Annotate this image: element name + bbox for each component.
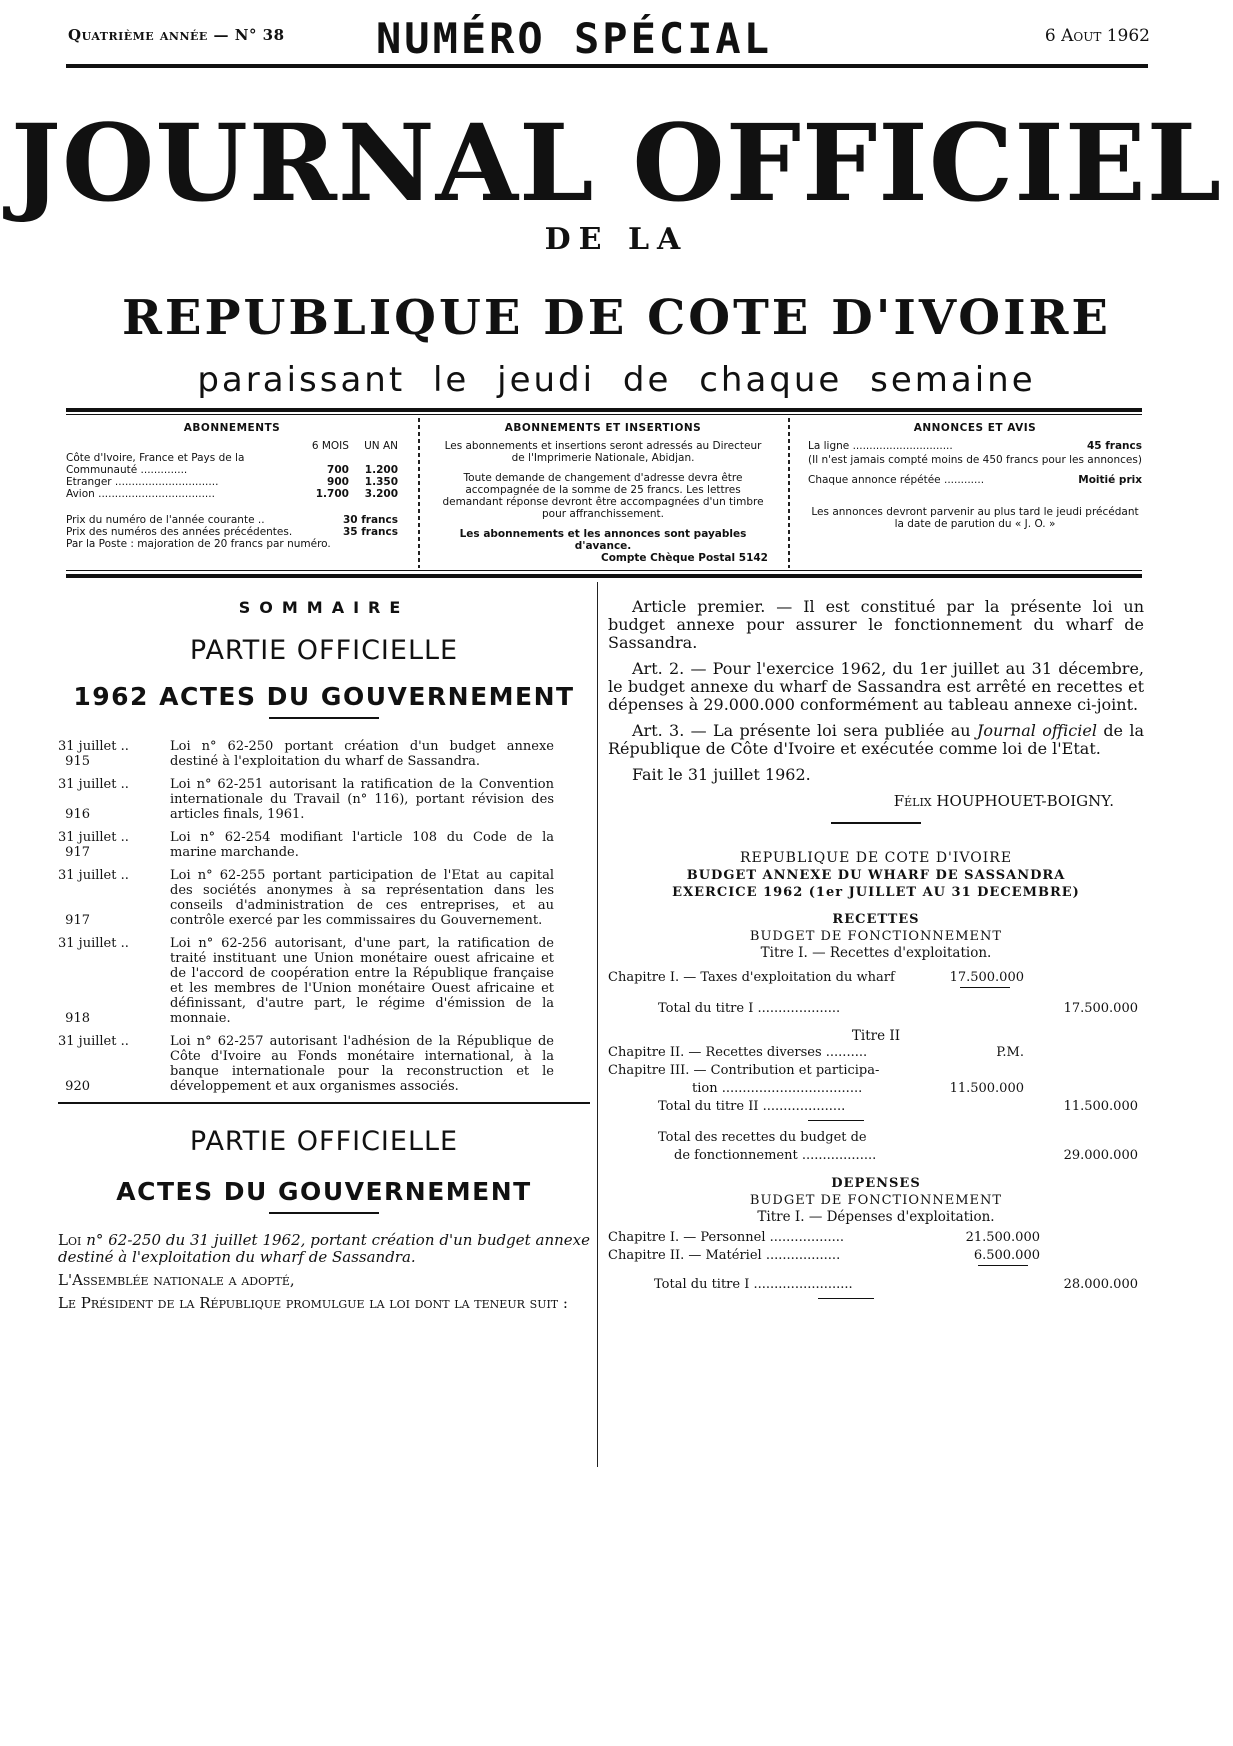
budget-line-label: Chapitre III. — Contribution et participa- — [608, 1063, 880, 1078]
subscription-box — [66, 418, 1142, 568]
budget-title: BUDGET ANNEXE DU WHARF DE SASSANDRA — [686, 868, 1066, 883]
table-row — [66, 538, 398, 550]
sommaire-partie-officielle: PARTIE OFFICIELLE — [189, 635, 459, 666]
budget-header — [608, 850, 1144, 901]
budget-total-label: Total des recettes du budget de — [658, 1130, 867, 1145]
abonnements-heading: ABONNEMENTS — [183, 422, 281, 434]
fait-le: Fait le 31 juillet 1962. — [632, 765, 811, 784]
annonces-heading: ANNONCES ET AVIS — [913, 422, 1037, 434]
budget-total-value: 11.500.000 — [1063, 1099, 1138, 1114]
insertions-heading: ABONNEMENTS ET INSERTIONS — [504, 422, 702, 434]
rate-6mois: 900 — [327, 476, 349, 488]
loi-heading — [58, 1232, 590, 1266]
rate-label: Avion ................................... — [66, 488, 215, 500]
list-item[interactable] — [58, 739, 590, 769]
subscription-bottom-rule-thin — [66, 570, 1142, 571]
rate-1an: 1.200 — [364, 464, 398, 476]
abonnements-table — [66, 440, 398, 500]
rate-label: Etranger ............................... — [66, 476, 219, 488]
toc-page: 920 — [65, 1079, 90, 1094]
masthead-title: JOURNAL OFFICIEL — [10, 100, 1223, 225]
budget-republic: REPUBLIQUE DE COTE D'IVOIRE — [739, 850, 1013, 866]
rate-label: Côte d'Ivoire, France et Pays de la Communauté .............. — [66, 452, 245, 476]
price-label: Prix des numéros des années précédentes. — [66, 526, 293, 538]
issue-date: 6 Aout 1962 — [1044, 26, 1150, 46]
loi-lead: Loi — [58, 1231, 82, 1249]
divider — [808, 1120, 864, 1121]
table-row — [608, 1044, 1144, 1062]
toc-page: 916 — [65, 807, 90, 822]
divider — [978, 1265, 1028, 1266]
top-strip — [68, 14, 1150, 66]
annonce-line-price: 45 francs — [1086, 440, 1142, 452]
masthead-tagline: paraissant le jeudi de chaque semaine — [197, 360, 1036, 400]
price-label: Par la Poste : majoration de 20 francs par numéro. — [66, 538, 331, 550]
subscription-bottom-rule — [66, 574, 1142, 578]
budget-total-label: Total du titre II .................... — [658, 1099, 846, 1114]
divider — [269, 717, 379, 719]
budget-line-value: 11.500.000 — [949, 1081, 1024, 1096]
budget-exercise: EXERCICE 1962 (1er JUILLET AU 31 DECEMBRE) — [672, 885, 1080, 900]
budget-line-value: 21.500.000 — [965, 1230, 1040, 1245]
price-label: Prix du numéro de l'année courante .. — [66, 514, 265, 526]
price-value: 35 francs — [342, 526, 398, 538]
list-item[interactable] — [58, 936, 590, 1026]
divider — [960, 987, 1010, 988]
abonnements-column — [66, 422, 398, 550]
rate-6mois: 1.700 — [315, 488, 349, 500]
article-2: Art. 2. — Pour l'exercice 1962, du 1er juillet au 31 décembre, le budget annexe du wharf de Sassandra est arrêté en recettes et dépenses à 29.000.000 conformément au tableau annexe ci-joint. — [608, 659, 1144, 714]
budget-line-label-cont: tion .................................. — [692, 1081, 863, 1096]
budget-total-value: 29.000.000 — [1063, 1148, 1138, 1163]
toc-page: 917 — [65, 845, 90, 860]
article-3-post: de la République de Côte d'Ivoire et exécutée comme loi de l'Etat. — [608, 721, 1145, 758]
annonce-repeat-label: Chaque annonce répétée ............ — [808, 474, 985, 486]
budget-line-value: P.M. — [996, 1045, 1024, 1060]
budget-line-value: 6.500.000 — [973, 1248, 1040, 1263]
toc-page: 918 — [65, 1011, 90, 1026]
loi-title: n° 62-250 du 31 juillet 1962, portant création d'un budget annexe destiné à l'exploitation du wharf de Sassandra. — [58, 1231, 590, 1266]
toc-date: 31 juillet .. — [58, 739, 129, 754]
rate-1an: 1.350 — [364, 476, 398, 488]
toc-date: 31 juillet .. — [58, 830, 129, 845]
list-item[interactable] — [58, 777, 590, 822]
budget-line-label: Chapitre II. — Matériel .................. — [608, 1248, 841, 1263]
special-issue-label: NUMÉRO SPÉCIAL — [376, 14, 773, 63]
masthead-de-la: DE LA — [544, 222, 689, 257]
toc-date: 31 juillet .. — [58, 777, 129, 792]
list-item[interactable] — [58, 830, 590, 860]
rate-1an: 3.200 — [364, 488, 398, 500]
toc-text: Loi n° 62-251 autorisant la ratification de la Convention internationale du Travail (n° 116), portant révision des articles finals, 1961. — [170, 777, 554, 822]
list-item[interactable] — [58, 1034, 590, 1094]
table-row — [608, 1276, 1144, 1294]
table-row — [66, 488, 398, 500]
insertions-payment: Les abonnements et les annonces sont payables d'avance. — [459, 528, 747, 552]
rate-6mois: 700 — [327, 464, 349, 476]
depenses-heading: DEPENSES — [831, 1176, 921, 1191]
article-3-journal: Journal officiel — [976, 721, 1097, 740]
budget-total-label: Total du titre I ........................ — [654, 1277, 853, 1292]
article-1: Article premier. — Il est constitué par la présente loi un budget annexe pour assurer le fonctionnement du wharf de Sassandra. — [608, 597, 1144, 652]
postal-account: Compte Chèque Postal 5142 — [601, 552, 768, 564]
annonce-deadline: Les annonces devront parvenir au plus tard le jeudi précédant la date de parution du « J. O. » — [811, 506, 1139, 530]
table-of-contents — [58, 739, 590, 1104]
budget-total-label: Total du titre I .................... — [658, 1001, 841, 1016]
table-row — [608, 1000, 1144, 1018]
table-row — [66, 526, 398, 538]
article-3 — [608, 722, 1144, 758]
table-row — [608, 1229, 1144, 1247]
toc-text: Loi n° 62-257 autorisant l'adhésion de la République de Côte d'Ivoire au Fonds monétaire international, à la banque internationale pour la reconstruction et le développement et aux organismes associés. — [170, 1034, 554, 1094]
masthead-republic: REPUBLIQUE DE COTE D'IVOIRE — [121, 290, 1112, 346]
divider — [58, 1102, 590, 1104]
left-column — [58, 592, 590, 1312]
table-row — [608, 1147, 1144, 1165]
president-line: Le Président de la République promulgue la loi dont la teneur suit : — [58, 1294, 568, 1312]
annonces-column — [808, 422, 1142, 530]
subscription-top-rule-thin — [66, 414, 1142, 415]
budget-line-label: Chapitre I. — Personnel .................. — [608, 1230, 845, 1245]
recettes-heading: RECETTES — [832, 912, 920, 927]
budget-line-label: Chapitre I. — Taxes d'exploitation du wharf — [608, 970, 895, 985]
table-row — [608, 1098, 1144, 1116]
issue-number: Quatrième année — N° 38 — [68, 26, 285, 44]
budget-total-label-cont: de fonctionnement .................. — [674, 1148, 877, 1163]
assemblee-line: L'Assemblée nationale a adopté, — [58, 1271, 295, 1289]
annonce-line-label: La ligne .............................. — [808, 440, 953, 452]
table-row — [608, 1247, 1144, 1265]
toc-text: Loi n° 62-255 portant participation de l'Etat au capital des sociétés anonymes à sa représentation dans les conseils d'administration de ces entreprises, et au contrôle exercé par les commissaires du Gouvernement. — [170, 868, 554, 928]
table-row — [66, 452, 398, 476]
table-row — [608, 1080, 1144, 1098]
toc-date: 31 juillet .. — [58, 1034, 129, 1049]
list-item[interactable] — [58, 868, 590, 928]
divider — [818, 1298, 874, 1299]
prices-table — [66, 514, 398, 550]
divider — [831, 822, 921, 824]
insertions-column — [438, 422, 768, 564]
budget-line-value: 17.500.000 — [949, 970, 1024, 985]
titre-1-recettes: Titre I. — Recettes d'exploitation. — [760, 945, 992, 961]
insertions-address-change: Toute demande de changement d'adresse devra être accompagnée de la somme de 25 francs. Les lettres demandant réponse devront être accompagnées d'un timbre pour affranchissement. — [442, 472, 764, 520]
toc-text: Loi n° 62-256 autorisant, d'une part, la ratification de traité instituant une Union monétaire ouest africaine et de l'accord de coopération entre la République française et les membres de l'Union monétaire Ouest africaine et définissant, d'autre part, le régime d'émission de la monnaie. — [170, 936, 554, 1026]
titre-2-heading: Titre II — [851, 1028, 901, 1044]
col-6mois: 6 MOIS — [311, 440, 349, 452]
titre-1-depenses: Titre I. — Dépenses d'exploitation. — [757, 1209, 995, 1225]
right-column — [608, 598, 1144, 1299]
budget-fonctionnement: BUDGET DE FONCTIONNEMENT — [749, 929, 1003, 944]
body-partie-officielle: PARTIE OFFICIELLE — [189, 1126, 459, 1157]
table-row — [608, 1129, 1144, 1147]
budget-fonctionnement-dep: BUDGET DE FONCTIONNEMENT — [749, 1193, 1003, 1208]
budget-total-value: 17.500.000 — [1063, 1001, 1138, 1016]
insertions-address: Les abonnements et insertions seront adressés au Directeur de l'Imprimerie Nationale, Abidjan. — [444, 440, 762, 464]
toc-text: Loi n° 62-254 modifiant l'article 108 du Code de la marine marchande. — [170, 830, 554, 860]
subscription-divider — [418, 418, 420, 568]
toc-page: 917 — [65, 913, 90, 928]
table-row — [66, 476, 398, 488]
sommaire-actes-heading: 1962 ACTES DU GOUVERNEMENT — [73, 682, 575, 711]
budget-total-value: 28.000.000 — [1063, 1277, 1138, 1292]
article-3-pre: Art. 3. — La présente loi sera publiée au — [632, 721, 971, 740]
toc-page: 915 — [65, 754, 90, 769]
subscription-divider — [788, 418, 790, 568]
toc-text: Loi n° 62-250 portant création d'un budget annexe destiné à l'exploitation du wharf de Sassandra. — [170, 739, 554, 769]
column-divider — [597, 582, 598, 1467]
body-actes-heading: ACTES DU GOUVERNEMENT — [116, 1177, 532, 1206]
price-value: 30 francs — [342, 514, 398, 526]
budget-line-label: Chapitre II. — Recettes diverses .......... — [608, 1045, 868, 1060]
toc-date: 31 juillet .. — [58, 936, 129, 951]
signature: Félix HOUPHOUET-BOIGNY. — [893, 792, 1114, 810]
table-row — [66, 514, 398, 526]
annonce-repeat-price: Moitié prix — [1078, 474, 1142, 486]
table-row — [608, 969, 1144, 987]
annonce-minimum-note: (Il n'est jamais compté moins de 450 francs pour les annonces) — [808, 454, 1142, 466]
subscription-top-rule — [66, 408, 1142, 412]
divider — [269, 1212, 379, 1214]
col-1an: UN AN — [364, 440, 398, 452]
sommaire-heading: SOMMAIRE — [238, 598, 410, 617]
top-rule — [66, 64, 1148, 68]
toc-date: 31 juillet .. — [58, 868, 129, 883]
table-row — [608, 1062, 1144, 1080]
